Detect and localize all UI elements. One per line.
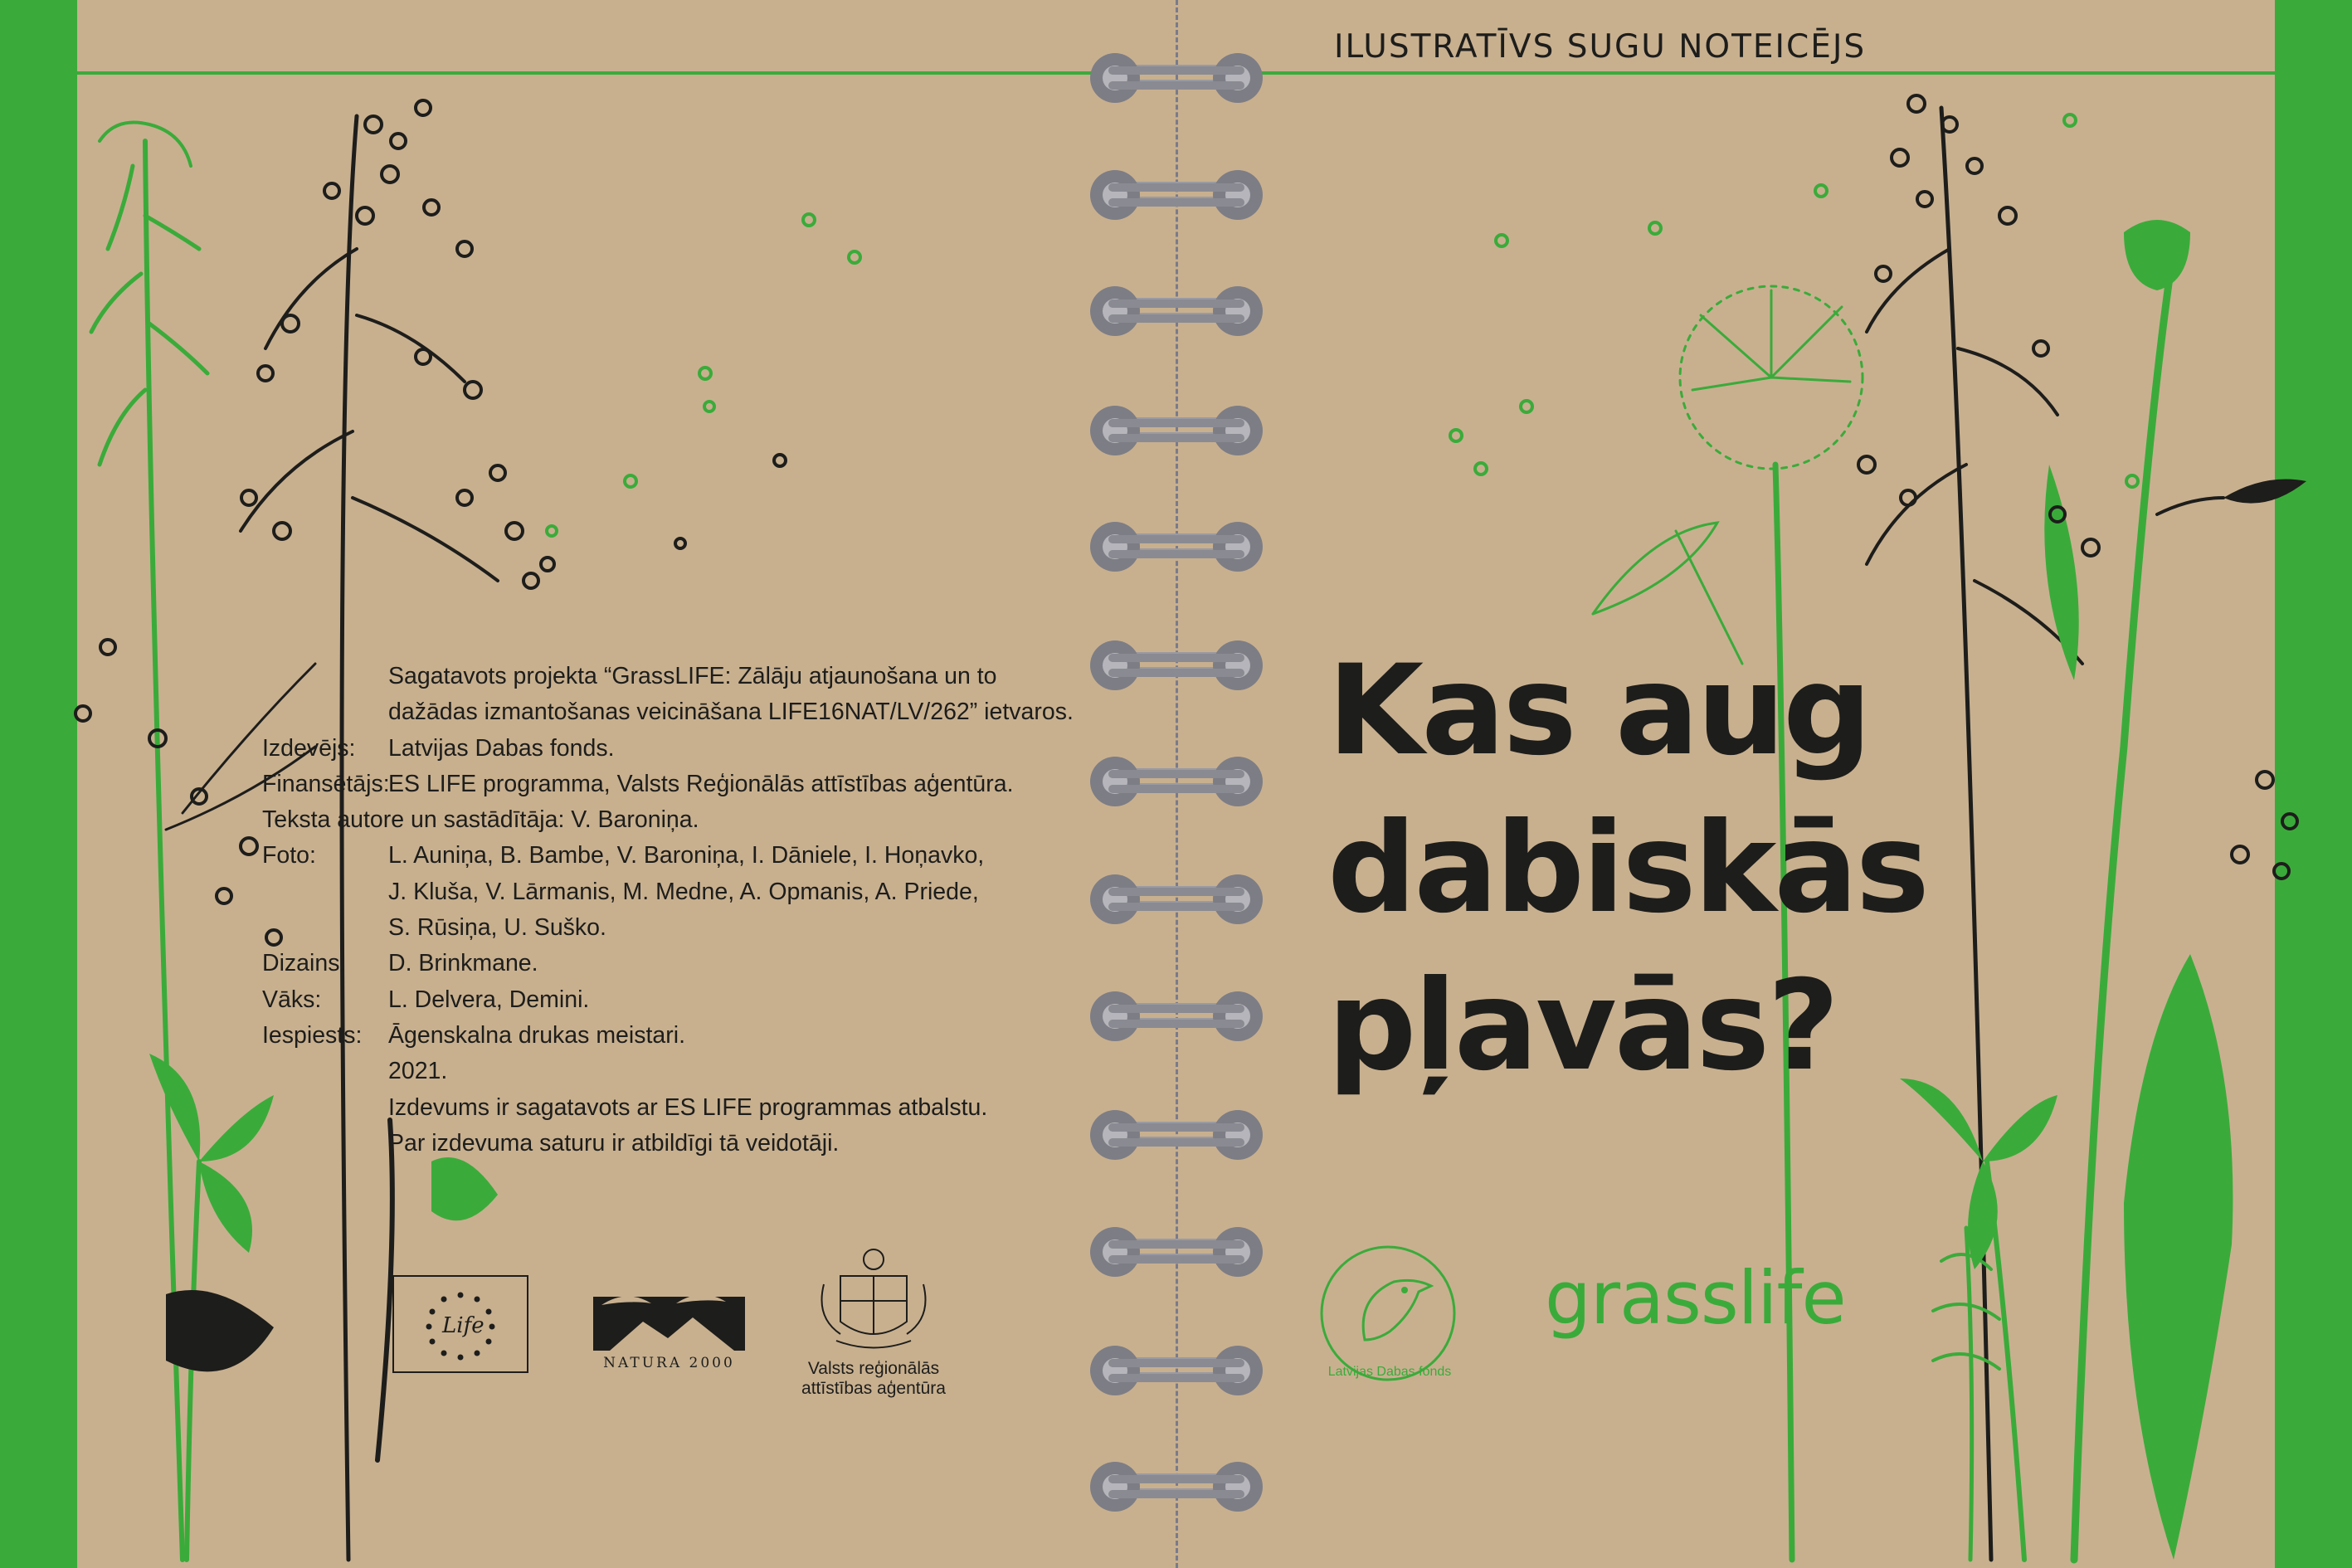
colophon-row bbox=[262, 1054, 1074, 1089]
series-title: ILUSTRATĪVS SUGU NOTEICĒJS bbox=[1334, 28, 1867, 66]
varam-caption bbox=[778, 1359, 969, 1399]
colophon-label: Vāks: bbox=[262, 986, 322, 1013]
natura-2000-logo bbox=[593, 1280, 745, 1371]
binding-ring bbox=[1088, 285, 1264, 338]
grasslife-logo: grasslife bbox=[1545, 1255, 1846, 1341]
binding-ring bbox=[1088, 1108, 1264, 1161]
colophon-label: Izdevējs: bbox=[262, 734, 356, 762]
title-line-1: Kas aug bbox=[1327, 639, 1870, 783]
title-line-3: pļavās? bbox=[1327, 954, 1838, 1098]
binding-ring bbox=[1088, 873, 1264, 926]
colophon-label bbox=[262, 910, 388, 946]
colophon-label bbox=[262, 1090, 388, 1126]
colophon-row bbox=[262, 731, 1074, 767]
binding-ring bbox=[1088, 520, 1264, 573]
colophon-label: Dizains: bbox=[262, 950, 347, 977]
binding-ring bbox=[1088, 1225, 1264, 1278]
life-wordmark: Life bbox=[442, 1313, 485, 1338]
colophon-value: dažādas izmantošanas veicināšana LIFE16NAT/LV/262” ietvaros. bbox=[388, 699, 1074, 726]
colophon-row bbox=[262, 874, 1074, 910]
kingfisher-icon bbox=[1315, 1240, 1460, 1385]
binding-ring bbox=[1088, 755, 1264, 808]
colophon bbox=[262, 659, 1074, 1161]
colophon-value: J. Kluša, V. Lārmanis, M. Medne, A. Opmanis, A. Priede, bbox=[388, 878, 979, 905]
colophon-value: D. Brinkmane. bbox=[388, 950, 538, 977]
floating-seeds bbox=[547, 114, 2138, 548]
colophon-row bbox=[262, 1090, 1074, 1126]
colophon-label bbox=[262, 874, 388, 910]
colophon-value: L. Delvera, Demini. bbox=[388, 986, 590, 1013]
colophon-value: S. Rūsiņa, U. Suško. bbox=[388, 914, 606, 942]
binding-ring bbox=[1088, 168, 1264, 222]
colophon-row bbox=[262, 1126, 1074, 1161]
natura-wordmark: NATURA 2000 bbox=[603, 1355, 735, 1371]
varam-caption-line-2: attīstības aģentūra bbox=[801, 1379, 946, 1398]
colophon-row bbox=[262, 694, 1074, 730]
colophon-label: Iespiests: bbox=[262, 1021, 363, 1049]
binding-ring bbox=[1088, 1460, 1264, 1513]
colophon-label bbox=[262, 659, 388, 694]
binding-ring bbox=[1088, 990, 1264, 1043]
colophon-label: Finansētājs: bbox=[262, 770, 390, 797]
binding-ring bbox=[1088, 1344, 1264, 1397]
colophon-value: L. Auniņa, B. Bambe, V. Baroniņa, I. Dāniele, I. Hoņavko, bbox=[388, 842, 985, 869]
colophon-value: Par izdevuma saturu ir atbildīgi tā veidotāji. bbox=[388, 1129, 840, 1157]
colophon-value: Izdevums ir sagatavots ar ES LIFE programmas atbalstu. bbox=[388, 1093, 988, 1121]
title-line-2: dabiskās bbox=[1327, 796, 1927, 941]
colophon-row bbox=[262, 767, 1074, 802]
colophon-value: Sagatavots projekta “GrassLIFE: Zālāju atjaunošana un to bbox=[388, 663, 997, 689]
colophon-value: Āgenskalna drukas meistari. bbox=[388, 1021, 686, 1049]
colophon-row bbox=[262, 946, 1074, 981]
colophon-row bbox=[262, 910, 1074, 946]
colophon-value: ES LIFE programma, Valsts Reģionālās attīstības aģentūra. bbox=[388, 770, 1014, 797]
varam-logo bbox=[778, 1243, 969, 1409]
colophon-row bbox=[262, 1018, 1074, 1054]
colophon-value: Latvijas Dabas fonds. bbox=[388, 734, 615, 762]
colophon-label bbox=[262, 1054, 388, 1089]
varam-caption-line-1: Valsts reģionālās bbox=[807, 1359, 940, 1378]
colophon-value: 2021. bbox=[388, 1058, 448, 1085]
coat-of-arms-icon bbox=[778, 1243, 969, 1355]
colophon-row bbox=[262, 802, 1074, 838]
colophon-label bbox=[262, 694, 388, 730]
latvijas-dabas-fonds-logo bbox=[1315, 1240, 1460, 1385]
colophon-row bbox=[262, 982, 1074, 1018]
colophon-label: Teksta autore un sastādītāja: V. Baroniņa. bbox=[262, 806, 699, 834]
colophon-row bbox=[262, 659, 1074, 694]
cover-title bbox=[1327, 632, 1927, 1105]
binding-ring bbox=[1088, 51, 1264, 105]
binding-ring bbox=[1088, 639, 1264, 692]
binding-ring bbox=[1088, 404, 1264, 457]
colophon-label: Foto: bbox=[262, 842, 316, 869]
ldf-wordmark: Latvijas Dabas fonds bbox=[1327, 1365, 1452, 1379]
colophon-row bbox=[262, 838, 1074, 874]
colophon-label bbox=[262, 1126, 388, 1161]
eu-life-logo bbox=[392, 1275, 528, 1373]
